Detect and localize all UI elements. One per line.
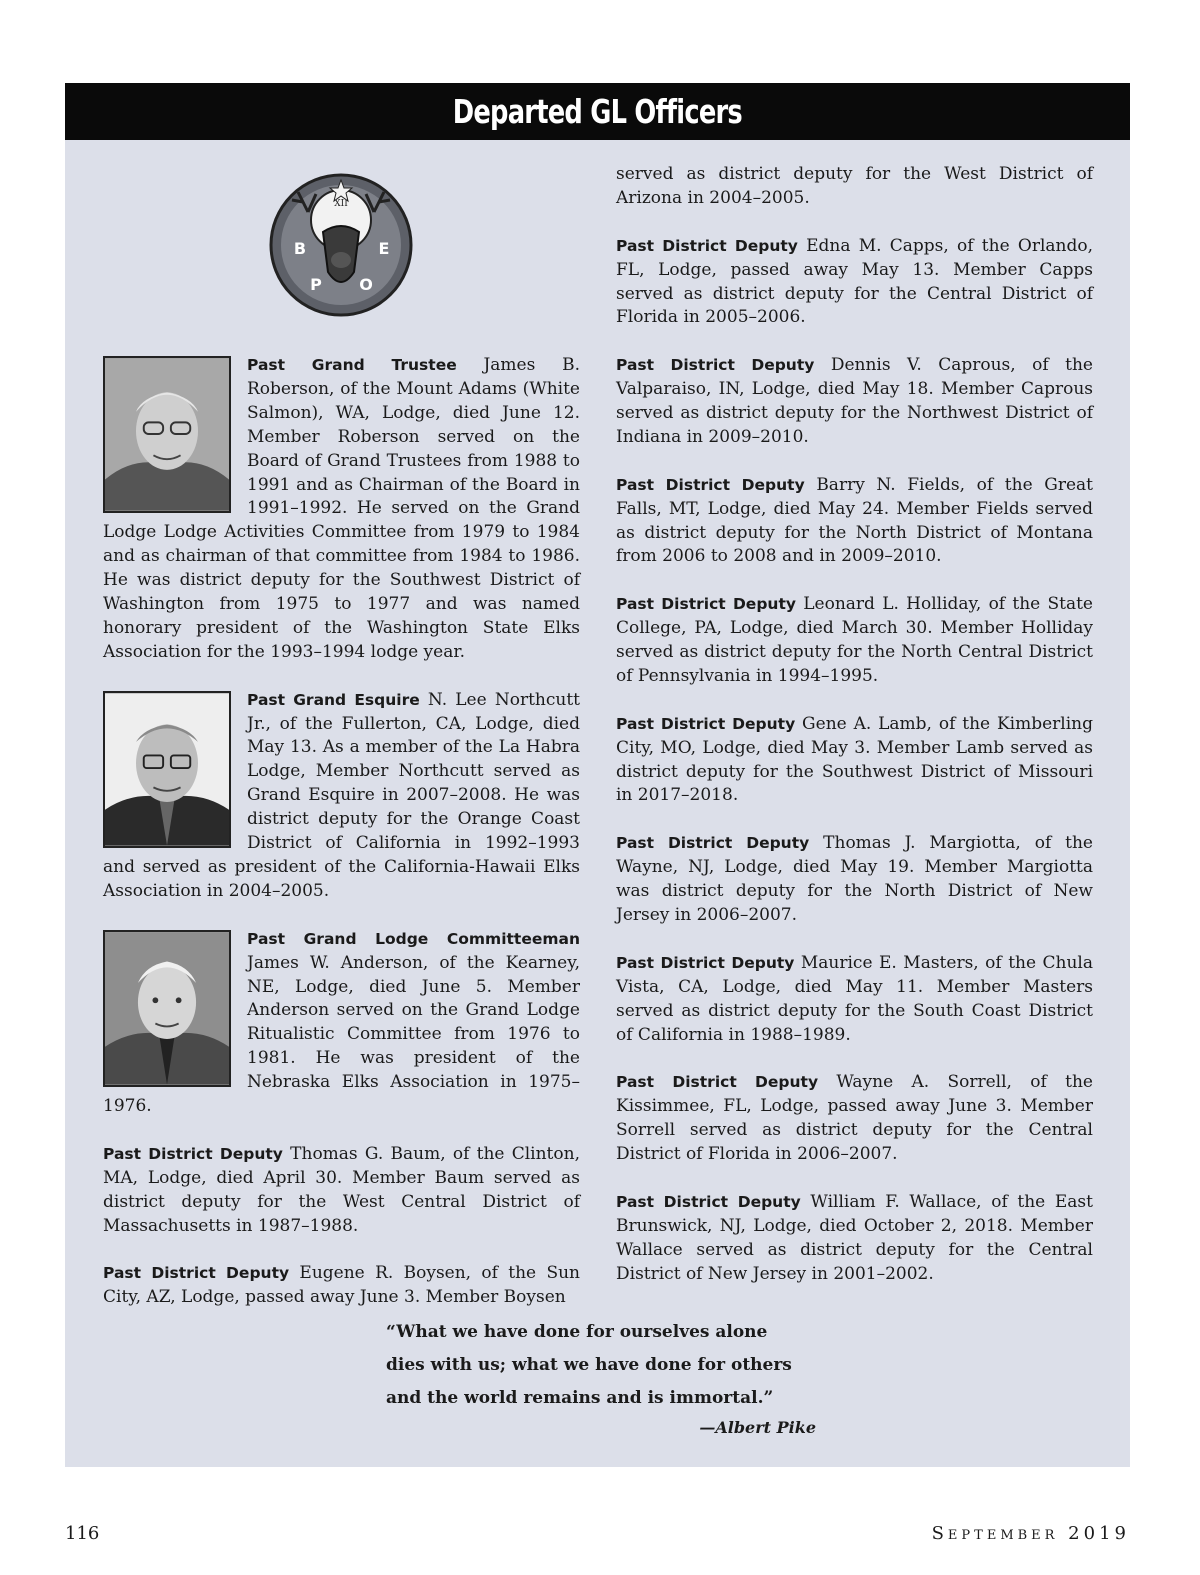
obituary-entry [616, 952, 1093, 1048]
entry-title: Past District Deputy [616, 834, 810, 853]
quote-attribution: —Albert Pike [699, 1418, 816, 1437]
entry-title: Past District Deputy [616, 236, 798, 255]
portrait-photo [103, 356, 231, 513]
entry-title: Past Grand Lodge Committeeman [247, 929, 580, 948]
entry-title: Past District Deputy [103, 1144, 283, 1163]
obituary-entry [103, 689, 580, 904]
obituary-entry [103, 1262, 580, 1310]
entry-title: Past Grand Esquire [247, 690, 420, 709]
quote-line: “What we have done for ourselves alone [386, 1322, 768, 1342]
entry-text: Gene A. Lamb, of the Kimberling City, MO, Lodge, died May 3. Member Lamb served as district deputy for the Southwest District of Missouri in 2017–2018. [616, 713, 1093, 806]
entry-title: Past District Deputy [616, 356, 815, 375]
obituary-entry [616, 1071, 1093, 1167]
obituary-entry [616, 593, 1093, 689]
elks-emblem-logo [268, 172, 414, 318]
obituary-entry [616, 832, 1093, 928]
entry-text: Barry N. Fields, of the Great Falls, MT, Lodge, died May 24. Member Fields served as district deputy for the North District of Montana from 2006 to 2008 and in 2009–2010. [616, 474, 1093, 567]
pull-quote [386, 1316, 826, 1415]
obituary-entry [616, 1191, 1093, 1287]
entry-text: Leonard L. Holliday, of the State College, PA, Lodge, died March 30. Member Holliday served as district deputy for the North Central District of Pennsylvania in 1994–1995. [616, 594, 1093, 686]
section-header [65, 83, 1130, 140]
obituary-entry [616, 474, 1093, 570]
entry-text: William F. Wallace, of the East Brunswick, NJ, Lodge, died October 2, 2018. Member Wallace served as district deputy for the Central District of New Jersey in 2001–2002. [616, 1191, 1093, 1284]
emblem-letter-p: P [310, 275, 322, 294]
entry-text: Thomas G. Baum, of the Clinton, MA, Lodge, died April 30. Member Baum served as district deputy for the West Central District of Massachusetts in 1987–1988. [103, 1143, 580, 1236]
entry-title: Past Grand Trustee [247, 356, 457, 374]
emblem-letter-o: O [359, 275, 373, 294]
entry-text: James W. Anderson, of the Kearney, NE, Lodge, died June 5. Member Anderson served on the Grand Lodge Ritualistic Committee from 1976 to 1981. He was president of the Nebraska Elks Association in 1975–1976. [103, 952, 580, 1117]
entry-title: Past District Deputy [616, 1073, 819, 1092]
portrait-photo [103, 930, 231, 1087]
entry-title: Past District Deputy [616, 595, 796, 614]
entry-title: Past District Deputy [103, 1264, 290, 1283]
entry-text: Maurice E. Masters, of the Chula Vista, CA, Lodge, died May 11. Member Masters served as district deputy for the South Coast District of California in 1988–1989. [616, 952, 1093, 1045]
entry-title: Past District Deputy [616, 714, 796, 733]
left-column [103, 354, 580, 1310]
entry-text: Eugene R. Boysen, of the Sun City, AZ, Lodge, passed away June 3. Member Boysen [103, 1263, 580, 1308]
section-title: Departed GL Officers [452, 92, 743, 131]
obituary-entry [616, 354, 1093, 450]
page-number: 116 [65, 1523, 100, 1544]
emblem-letter-b: B [293, 239, 307, 258]
entry-title: Past District Deputy [616, 953, 795, 972]
emblem-clock-numeral: XII [334, 199, 348, 209]
entry-text: served as district deputy for the West District of Arizona in 2004–2005. [616, 164, 1093, 208]
entry-text: Edna M. Capps, of the Orlando, FL, Lodge, passed away May 13. Member Capps served as district deputy for the Central District of Florida in 2005–2006. [616, 235, 1093, 328]
entry-title: Past District Deputy [616, 1192, 801, 1211]
entry-text: N. Lee Northcutt Jr., of the Fullerton, CA, Lodge, died May 13. As a member of the La Habra Lodge, Member Northcutt served as Grand Esquire in 2007–2008. He was district deputy for the Orange Coast District of California in 1992–1993 and served as president of the California-Hawaii Elks Association in 2004–2005. [103, 689, 580, 901]
entry-text: James B. Roberson, of the Mount Adams (White Salmon), WA, Lodge, died June 12. Member Roberson served on the Board of Grand Trustees from 1988 to 1991 and as Chairman of the Board in 1991–1992. He served on the Grand Lodge Lodge Activities Committee from 1979 to 1984 and as chairman of that committee from 1984 to 1986. He was district deputy for the Southwest District of Washington from 1975 to 1977 and was named honorary president of the Washington State Elks Association for the 1993–1994 lodge year. [103, 355, 580, 662]
entry-title: Past District Deputy [616, 475, 805, 494]
obituary-entry [103, 928, 580, 1119]
obituary-entry [616, 713, 1093, 809]
entry-text: Thomas J. Margiotta, of the Wayne, NJ, Lodge, died May 19. Member Margiotta was district deputy for the North District of New Jersey in 2006–2007. [616, 833, 1093, 925]
portrait-photo [103, 691, 231, 848]
issue-date: September 2019 [931, 1523, 1130, 1544]
obituary-entry [103, 1143, 580, 1239]
emblem-letter-e: E [378, 239, 390, 258]
obituary-entry-continued [616, 163, 1093, 211]
entry-text: Wayne A. Sorrell, of the Kissimmee, FL, Lodge, passed away June 3. Member Sorrell served as district deputy for the Central District of Florida in 2006–2007. [616, 1072, 1093, 1165]
entry-text: Dennis V. Caprous, of the Valparaiso, IN, Lodge, died May 18. Member Caprous served as district deputy for the Northwest District of Indiana in 2009–2010. [616, 355, 1093, 447]
quote-line: dies with us; what we have done for others [386, 1355, 792, 1375]
right-column [616, 163, 1093, 1286]
obituary-entry [616, 235, 1093, 331]
quote-line: and the world remains and is immortal.” [386, 1388, 774, 1408]
obituary-entry [103, 354, 580, 665]
